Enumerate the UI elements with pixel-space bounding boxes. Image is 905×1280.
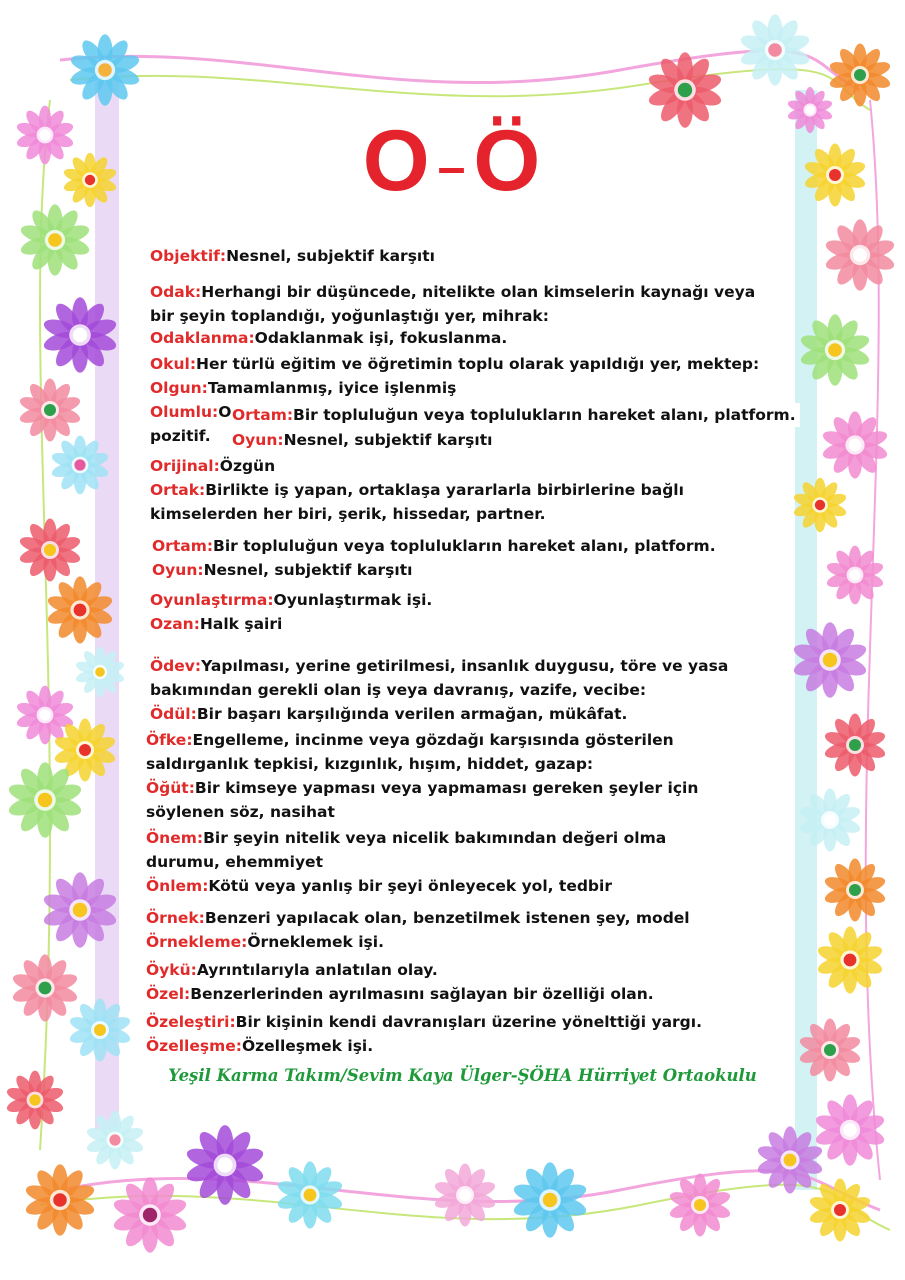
entry-definition-continued: durumu, ehemmiyet [146,853,323,871]
entry-term: Öğüt: [146,779,195,797]
flower-icon [739,14,812,85]
entry-definition: Benzeri yapılacak olan, benzetilmek istenen şey, model [204,909,690,927]
entry-definition-continued: bir şeyin toplandığı, yoğunlaştığı yer, mihrak: [150,307,549,325]
flower-icon [19,204,92,275]
flower-icon [184,1125,265,1205]
flower-icon [276,1161,344,1228]
entry-term: Ödev: [150,657,202,675]
glossary-entry [146,728,674,776]
entry-definition: Nesnel, subjektif karşıtı [203,561,413,579]
entry-definition: Herhangi bir düşüncede, nitelikte olan kimselerin kaynağı veya [201,283,756,301]
entry-definition: Oyunlaştırmak işi. [273,591,433,609]
entry-definition: O [218,403,232,421]
page-title [0,112,905,211]
entry-definition: Özgün [219,457,276,475]
glossary-entry [146,930,384,954]
entry-definition: Özelleşmek işi. [241,1037,374,1055]
entry-term: Ortam: [152,537,214,555]
glossary-entry [146,826,666,874]
entry-term: Orijinal: [150,457,220,475]
entry-definition: Birlikte iş yapan, ortaklaşa yararlarla birbirlerine bağlı [205,481,684,499]
entry-definition-continued: söylenen söz, nasihat [146,803,335,821]
glossary-entry [150,454,275,478]
flower-icon [68,999,132,1062]
entry-definition: Tamamlanmış, iyice işlenmiş [207,379,457,397]
entry-term: Ortak: [150,481,206,499]
entry-definition: Nesnel, subjektif karşıtı [283,431,493,449]
glossary-entry [232,403,800,427]
flower-icon [15,686,75,745]
entry-definition: Benzerlerinden ayrılmasını sağlayan bir özelliği olan. [190,985,654,1003]
glossary-entry [146,906,690,930]
glossary-entry [146,776,698,824]
glossary-entry [150,244,435,268]
entry-term: Önlem: [146,877,209,895]
entry-term: Öfke: [146,731,193,749]
flower-icon [823,714,887,777]
glossary-entry [152,558,412,582]
glossary-entry [150,654,728,702]
flower-icon [821,411,889,478]
entry-term: Objektif: [150,247,227,265]
entry-term: Oyun: [232,431,284,449]
glossary-entry [150,326,507,350]
glossary-entry [152,534,716,558]
entry-definition: Engelleme, incinme veya gözdağı karşısında gösterilen [192,731,674,749]
entry-term: Ozan: [150,615,200,633]
flower-icon [112,1177,189,1253]
glossary-entry [150,612,282,636]
flower-icon [18,519,82,582]
glossary-entry [232,428,496,452]
title-letter-o: O [362,113,432,209]
flower-icon [668,1174,732,1237]
entry-term: Oyunlaştırma: [150,591,274,609]
glossary-entry [150,588,432,612]
entry-term: Odaklanma: [150,329,255,347]
entry-definition-continued: saldırganlık tepkisi, kızgınlık, hışım, hiddet, gazap: [146,755,594,773]
flower-icon [85,1111,145,1170]
glossary-entry [146,1034,373,1058]
entry-definition-continued: kimselerden her biri, şerik, hissedar, partner. [150,505,546,523]
entry-term: Özel: [146,985,191,1003]
entry-definition: Bir kişinin kendi davranışları üzerine yönelttiği yargı. [235,1013,702,1031]
entry-definition: Her türlü eğitim ve öğretimin toplu olarak yapıldığı yer, mektep: [196,355,760,373]
flower-icon [823,859,887,922]
entry-term: Olumlu: [150,403,219,421]
entry-term: Olgun: [150,379,208,397]
entry-definition: Kötü veya yanlış bir şeyi önleyecek yol, tedbir [208,877,612,895]
glossary-entry [150,702,627,726]
glossary-entry [146,1010,702,1034]
glossary-entry [150,280,755,328]
flower-icon [824,219,897,290]
flower-icon [18,379,82,442]
entry-definition: Bir başarı karşılığında verilen armağan, mükâfat. [196,705,628,723]
entry-definition: Bir topluluğun veya toplulukların hareket alanı, platform. [213,537,716,555]
glossary-entry [150,352,759,376]
entry-term: Örnek: [146,909,205,927]
entry-term: Özelleşme: [146,1037,242,1055]
glossary-entry [150,376,456,400]
entry-term: Ödül: [150,705,197,723]
glossary-entry [146,958,438,982]
glossary-entry [146,874,612,898]
entry-definition: Halk şairi [199,615,283,633]
entry-term: Okul: [150,355,197,373]
entry-definition: Ayrıntılarıyla anlatılan olay. [196,961,438,979]
flower-icon [11,954,79,1021]
flower-icon [825,546,885,605]
entry-definition-continued: bakımından gerekli olan iş veya davranış, vazife, vecibe: [150,681,647,699]
entry-definition: Bir kimseye yapması veya yapmaması gereken şeyler için [194,779,699,797]
entry-term: Önem: [146,829,204,847]
entry-term: Ortam: [232,406,294,424]
entry-definition: Bir topluluğun veya toplulukların hareket alanı, platform. [293,406,796,424]
entry-term: Özeleştiri: [146,1013,236,1031]
flower-icon [69,34,142,105]
entry-term: Odak: [150,283,202,301]
entry-definition-continued: pozitif. [150,427,211,445]
entry-definition: Nesnel, subjektif karşıtı [226,247,435,265]
entry-term: Öykü: [146,961,197,979]
entry-term: Oyun: [152,561,204,579]
title-letter-oe: Ö [473,113,543,209]
glossary-entry [150,400,231,448]
entry-term: Örnekleme: [146,933,248,951]
flower-icon [816,926,884,993]
title-dash: – [437,139,468,196]
entry-definition: Bir şeyin nitelik veya nicelik bakımından değeri olma [203,829,667,847]
glossary-entry [146,982,654,1006]
entry-definition: Yapılması, yerine getirilmesi, insanlık duygusu, töre ve yasa [201,657,729,675]
entry-definition: Örneklemek işi. [247,933,384,951]
entry-definition: Odaklanmak işi, fokuslanma. [254,329,508,347]
footer-credit: Yeşil Karma Takım/Sevim Kaya Ülger-ŞÖHA Hürriyet Ortaokulu [168,1066,757,1085]
glossary-entry [150,478,684,526]
